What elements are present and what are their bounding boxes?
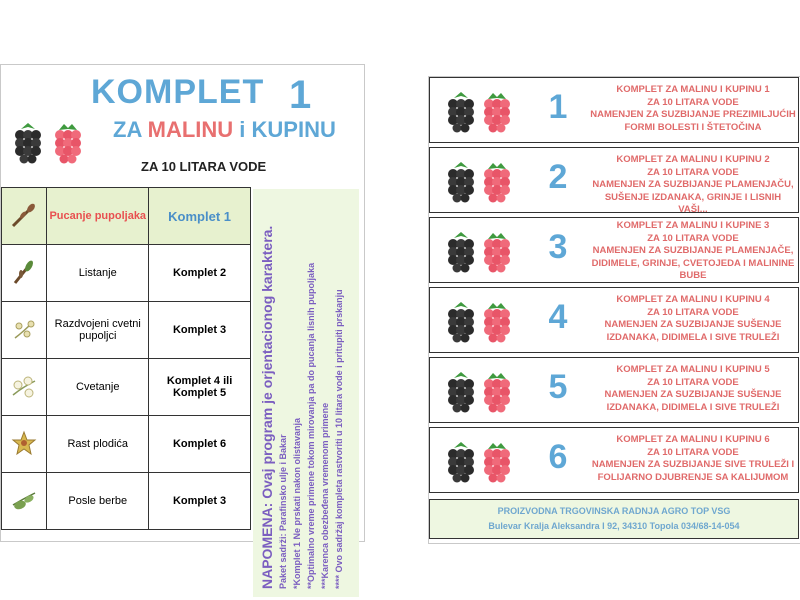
stage-kit: Komplet 3 — [149, 473, 251, 530]
kit-line: KOMPLET ZA MALINU I KUPINU 5 — [616, 364, 770, 375]
stage-name: Pucanje pupoljaka — [47, 188, 149, 245]
kit-line: NAMENJEN ZA SUZBIJANJE SUŠENJE — [604, 389, 782, 400]
table-row — [2, 416, 251, 473]
kit-line: DIDIMELE, GRINJE, CVETOJEDA I MALININE — [591, 257, 795, 269]
kit-line: ZA 10 LITARA VODE — [647, 376, 739, 388]
kit-line: NAMENJEN ZA SUZBIJANJE PREZIMILJUĆIH — [590, 109, 796, 120]
kit-line: FOLIJARNO DJUBRENJE SA KALIJUMOM — [597, 471, 789, 483]
leafing-branch-icon — [2, 245, 47, 302]
kit-line: IZDANAKA, DIDIMELA I SIVE TRULEŽI — [606, 401, 780, 413]
subtitle-raspberry: MALINU — [147, 117, 234, 142]
note-line: **** Ovo sadržaj kompleta rastvoriti u 10 litara vode i pritupiti prskanju — [334, 289, 344, 589]
berries-icon — [444, 90, 516, 134]
kit-line: ZA 10 LITARA VODE — [647, 166, 739, 178]
kit-number: 1 — [289, 73, 312, 117]
kit-row-number: 2 — [548, 158, 568, 196]
kit-row — [429, 357, 799, 423]
fruit-set-icon — [2, 416, 47, 473]
berries-icon — [444, 440, 516, 484]
table-row — [2, 302, 251, 359]
kit-row-text — [590, 364, 796, 414]
kit-line: KOMPLET ZA MALINU I KUPINE 3 — [616, 220, 770, 231]
berries-icon — [444, 160, 516, 204]
kit-line: FORMI BOLESTI I ŠTETOČINA — [624, 121, 762, 133]
kit-row-number: 1 — [548, 88, 568, 126]
kit-row-number: 4 — [548, 298, 568, 336]
berries-icon — [444, 370, 516, 414]
kit-line: KOMPLET ZA MALINU I KUPINU 6 — [616, 434, 770, 445]
right-sheet — [428, 76, 800, 544]
stage-kit: Komplet 1 — [149, 188, 251, 245]
kit-line: NAMENJEN ZA SUZBIJANJE SIVE TRULEŽI I — [591, 459, 795, 470]
stage-name: Razdvojeni cvetni pupoljci — [47, 302, 149, 359]
note-line: Paket sadrži: Parafinsko ulje i Bakar — [278, 434, 288, 589]
kit-row — [429, 427, 799, 493]
stage-name: Listanje — [47, 245, 149, 302]
kit-row — [429, 287, 799, 353]
kit-line: IZDANAKA, DIDIMELA I SIVE TRULEŽI — [606, 331, 780, 343]
kit-line: ZA 10 LITARA VODE — [647, 306, 739, 318]
kit-row-number: 6 — [548, 438, 568, 476]
kit-line: ZA 10 LITARA VODE — [647, 96, 739, 108]
kit-line: ZA 10 LITARA VODE — [647, 446, 739, 458]
subtitle-pre: ZA — [113, 117, 148, 142]
kit-row-text — [590, 84, 796, 134]
stage-kit: Komplet 2 — [149, 245, 251, 302]
kit-row — [429, 147, 799, 213]
company-address: Bulevar Kralja Aleksandra I 92, 34310 Topola 034/68-14-054 — [488, 521, 740, 531]
table-row — [2, 245, 251, 302]
kit-line: KOMPLET ZA MALINU I KUPINU 2 — [616, 154, 770, 165]
kit-row — [429, 77, 799, 143]
stage-kit: Komplet 3 — [149, 302, 251, 359]
note-panel — [253, 189, 359, 597]
left-sheet — [0, 64, 365, 589]
blossom-icon — [2, 359, 47, 416]
note-line: ***Karenca obezbeđena vremenom primene — [320, 402, 330, 589]
kit-row-text — [590, 294, 796, 344]
flower-bud-icon — [2, 302, 47, 359]
note-text — [253, 189, 352, 597]
note-line: *Komplet 1 Ne prskati nakon olistavanja — [292, 417, 302, 589]
kit-line: NAMENJEN ZA SUZBIJANJE PLAMENJAČE, — [592, 245, 794, 256]
kit-line: KOMPLET ZA MALINU I KUPINU 1 — [616, 84, 770, 95]
berries-icon — [444, 300, 516, 344]
kit-line: NAMENJEN ZA SUZBIJANJE PLAMENJAČU, — [592, 179, 794, 190]
berries-icon — [11, 117, 91, 169]
kit-row-text — [590, 154, 796, 217]
kit-subtitle — [113, 117, 336, 143]
subtitle-mid: i — [233, 117, 252, 142]
stage-kit: Komplet 6 — [149, 416, 251, 473]
table-row — [2, 473, 251, 530]
stage-kit: Komplet 4 ili Komplet 5 — [149, 359, 251, 416]
kit-row-text — [590, 434, 796, 484]
table-row — [2, 359, 251, 416]
kit-line: ZA 10 LITARA VODE — [647, 232, 739, 244]
company-name: PROIZVODNA TRGOVINSKA RADNJA AGRO TOP VSG — [497, 506, 731, 516]
stage-name: Rast plodića — [47, 416, 149, 473]
subtitle-blackberry: KUPINU — [251, 117, 336, 142]
stage-name: Cvetanje — [47, 359, 149, 416]
stage-name: Posle berbe — [47, 473, 149, 530]
kit-title: KOMPLET — [91, 73, 265, 111]
note-title: NAPOMENA: Ovaj program je orjentacionog karaktera. — [259, 225, 275, 589]
bud-branch-icon — [2, 188, 47, 245]
stage-table — [1, 187, 251, 530]
kit-row-number: 5 — [548, 368, 568, 406]
company-footer — [429, 499, 799, 539]
kit-line: KOMPLET ZA MALINU I KUPINU 4 — [616, 294, 770, 305]
table-row — [2, 188, 251, 245]
berries-icon — [444, 230, 516, 274]
liters-label: ZA 10 LITARA VODE — [141, 159, 267, 174]
kit-line: BUBE — [679, 270, 707, 281]
kit-line: NAMENJEN ZA SUZBIJANJE SUŠENJE — [604, 319, 782, 330]
note-line: **Optimalno vreme primene tokom mirovanja pa do pucanja lisnih pupoljaka — [306, 262, 316, 589]
kit-row-number: 3 — [548, 228, 568, 266]
kit-row-text — [590, 220, 796, 283]
leaves-icon — [2, 473, 47, 530]
kit-line: SUŠENJE IZDANAKA, GRINJE I LISNIH VAŠI... — [604, 191, 782, 215]
kit-row — [429, 217, 799, 283]
